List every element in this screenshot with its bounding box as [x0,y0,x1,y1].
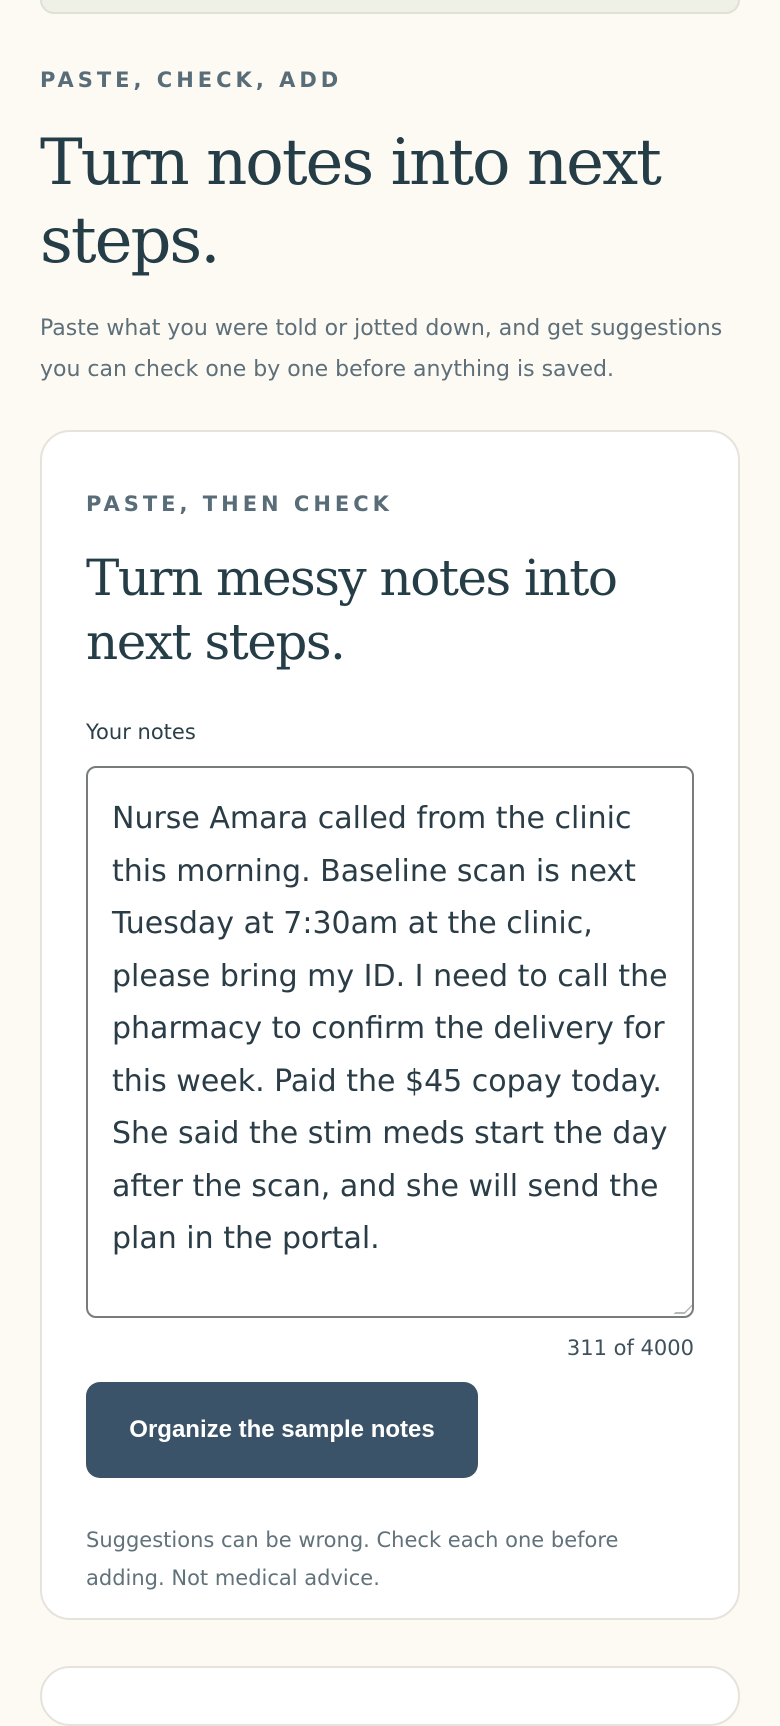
notes-textarea[interactable] [86,766,694,1318]
page-title: Turn notes into next steps. [40,126,660,278]
organize-sample-notes-button[interactable]: Organize the sample notes [86,1382,478,1478]
intro-eyebrow: PASTE, CHECK, ADD [40,68,343,92]
composer-eyebrow: PASTE, THEN CHECK [86,492,393,516]
notes-text[interactable]: Nurse Amara called from the clinic this morning. Baseline scan is next Tuesday at 7:30am at the clinic, please bring my ID. I need to call the pharmacy to confirm the delivery for this week. Paid the $45 copay today. She said the stim meds start the day after the scan, and she will send the plan in the portal. [112,801,678,1256]
composer-title: Turn messy notes into next steps. [86,549,617,671]
next-card-fragment [40,1666,740,1726]
notes-composer-card [40,430,740,1620]
notes-label: Your notes [86,720,196,744]
character-count: 311 of 4000 [566,1336,694,1360]
suggestion-disclaimer: Suggestions can be wrong. Check each one before adding. Not medical advice. [86,1528,619,1590]
intro-description: Paste what you were told or jotted down, and get suggestions you can check one by one before anything is saved. [40,316,723,382]
textarea-resize-handle[interactable] [674,1303,695,1314]
previous-card-fragment [40,0,740,14]
intro-section [40,66,750,412]
